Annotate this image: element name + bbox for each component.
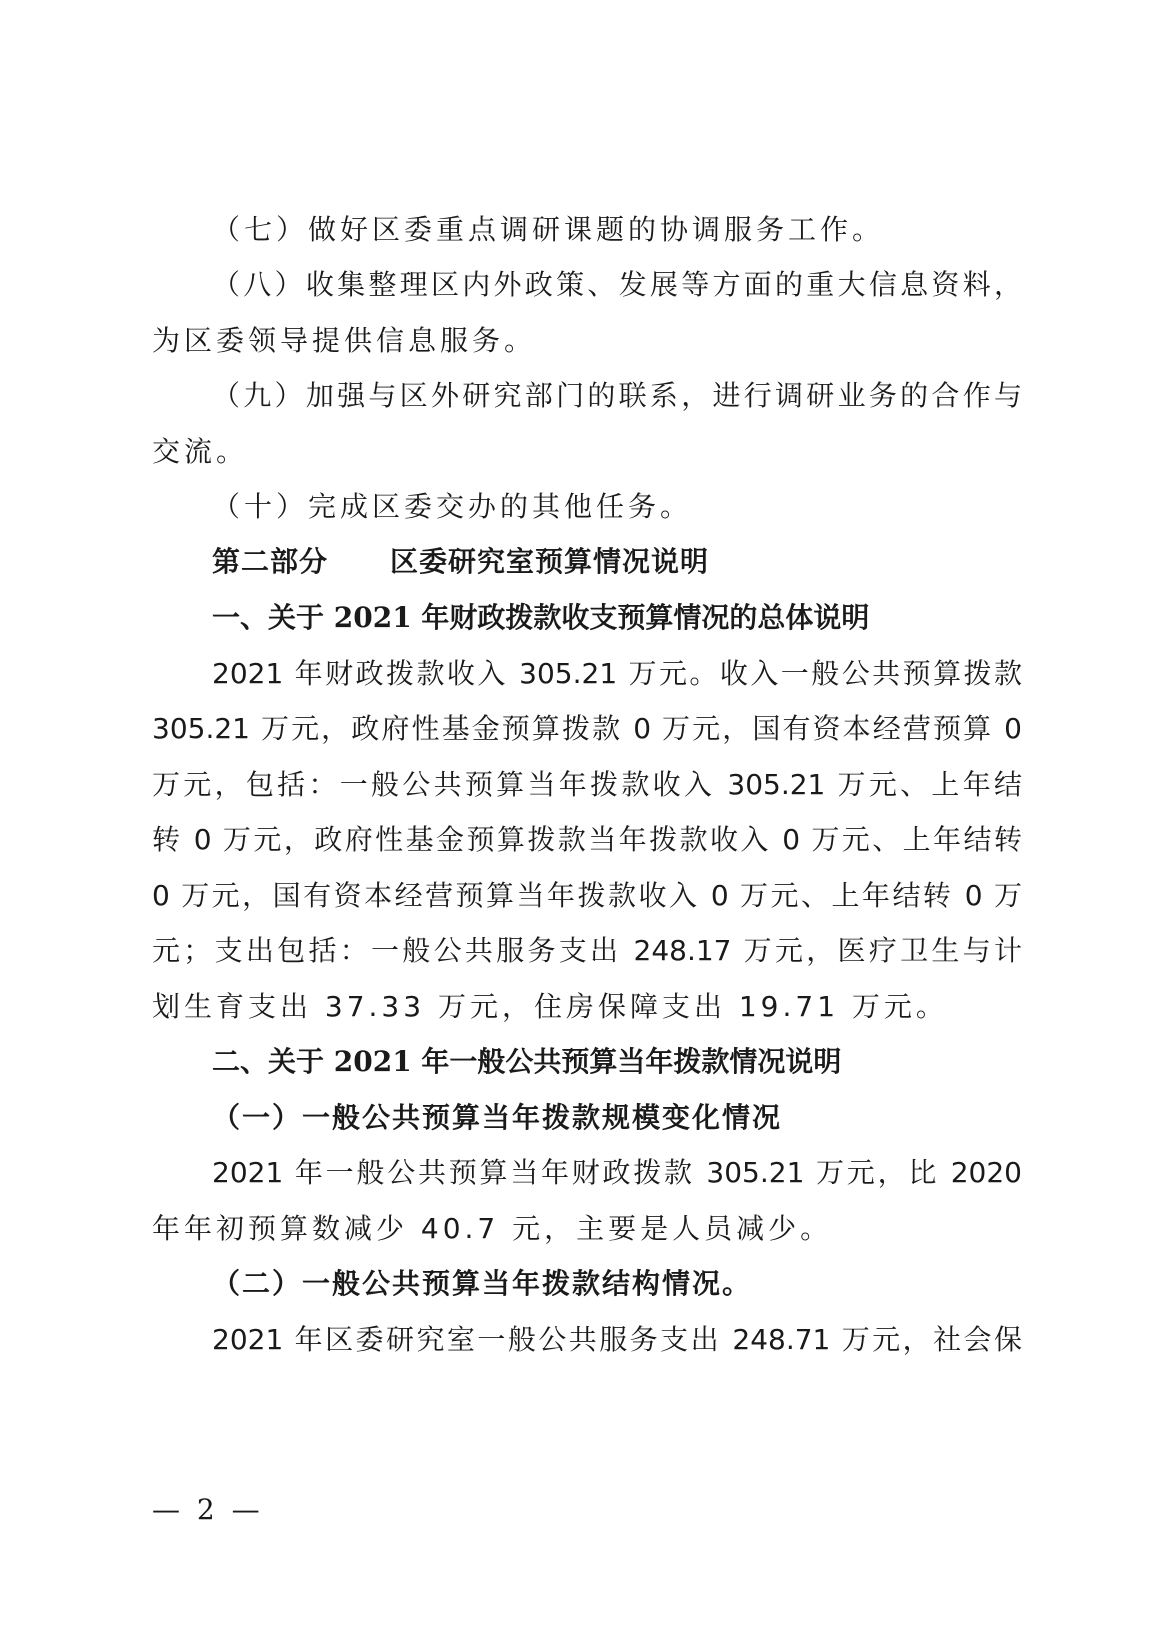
section-1-heading: 一、关于 2021 年财政拨款收支预算情况的总体说明 — [212, 601, 870, 634]
section-1-line-5: 0 万元，国有资本经营预算当年拨款收入 0 万元、上年结转 0 万 — [152, 879, 1022, 912]
section-1-line-2: 305.21 万元，政府性基金预算拨款 0 万元，国有资本经营预算 0 — [152, 712, 1022, 745]
item-9-line-1: （九）加强与区外研究部门的联系，进行调研业务的合作与 — [212, 379, 1022, 412]
subsection-1-line-1: 2021 年一般公共预算当年财政拨款 305.21 万元，比 2020 — [212, 1156, 1022, 1189]
section-1-line-1: 2021 年财政拨款收入 305.21 万元。收入一般公共预算拨款 — [212, 657, 1022, 690]
part-two-title — [212, 542, 709, 582]
section-1-line-7: 划生育支出 37.33 万元，住房保障支出 19.71 万元。 — [152, 990, 948, 1023]
item-7: （七）做好区委重点调研课题的协调服务工作。 — [212, 213, 885, 246]
section-1-line-4: 转 0 万元，政府性基金预算拨款当年拨款收入 0 万元、上年结转 — [152, 823, 1022, 856]
subsection-2-line-1: 2021 年区委研究室一般公共服务支出 248.71 万元，社会保 — [212, 1323, 1022, 1356]
part-two-label: 第二部分 — [212, 545, 329, 578]
item-10: （十）完成区委交办的其他任务。 — [212, 490, 693, 523]
subsection-2-heading: （二）一般公共预算当年拨款结构情况。 — [212, 1267, 753, 1300]
part-two-name: 区委研究室预算情况说明 — [390, 545, 710, 578]
section-1-line-3: 万元，包括：一般公共预算当年拨款收入 305.21 万元、上年结 — [152, 768, 1022, 801]
subsection-1-line-2: 年年初预算数减少 40.7 元，主要是人员减少。 — [152, 1212, 833, 1245]
item-9-line-2: 交流。 — [152, 435, 249, 468]
page-number: — 2 — — [152, 1493, 264, 1526]
section-1-line-6: 元；支出包括：一般公共服务支出 248.17 万元，医疗卫生与计 — [152, 934, 1022, 967]
section-2-heading: 二、关于 2021 年一般公共预算当年拨款情况说明 — [212, 1045, 842, 1078]
subsection-1-heading: （一）一般公共预算当年拨款规模变化情况 — [212, 1101, 783, 1134]
item-8-line-1: （八）收集整理区内外政策、发展等方面的重大信息资料， — [212, 268, 1022, 301]
item-8-line-2: 为区委领导提供信息服务。 — [152, 324, 537, 357]
